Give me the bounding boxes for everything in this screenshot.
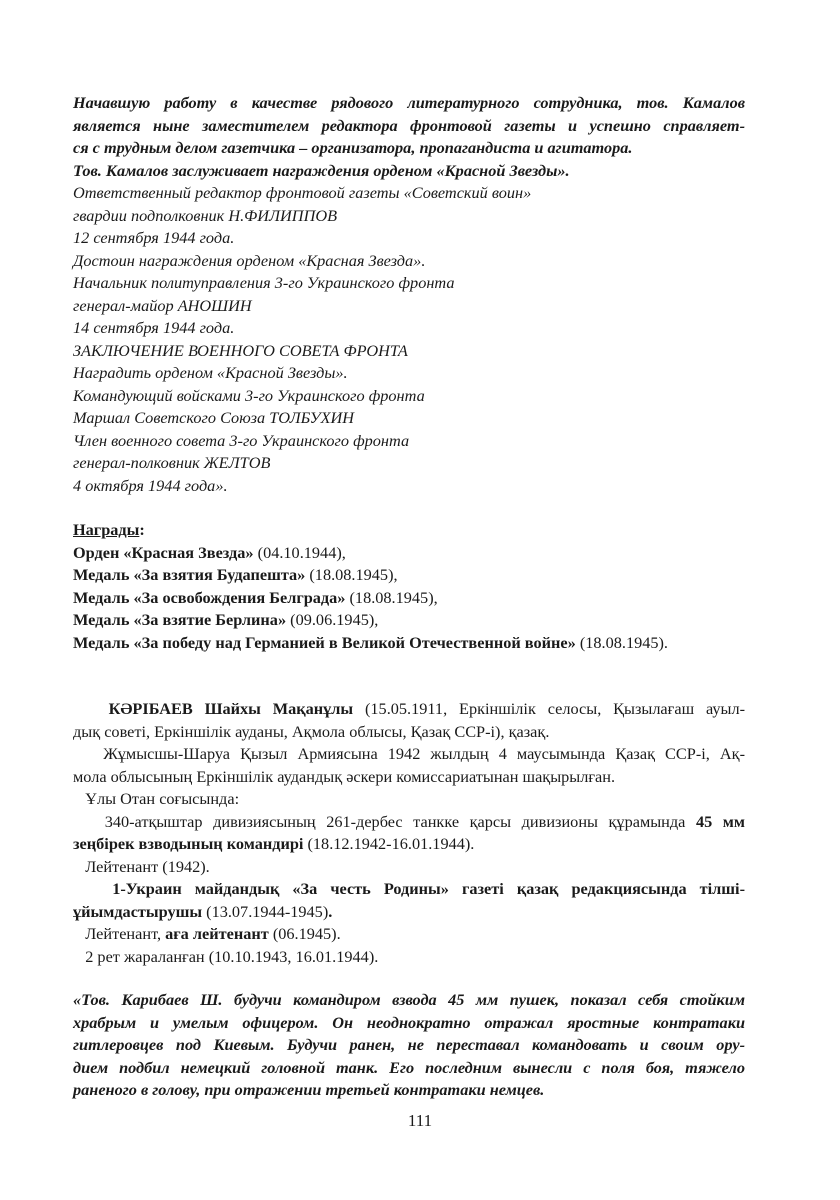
bio-line: [73, 901, 745, 924]
quote-line: гитлеровцев под Киевым. Будучи ранен, не переставал командовать и своим ору-: [73, 1035, 745, 1054]
bio-text: 2 рет жараланған (10.10.1943, 16.01.1944).: [85, 946, 379, 966]
text-line: ЗАКЛЮЧЕНИЕ ВОЕННОГО СОВЕТА ФРОНТА: [73, 340, 408, 360]
bio-text-bold: 1-Украин майдандық «За честь Родины» газеті қазақ редакциясында тілші-: [112, 879, 745, 898]
quote-line: раненого в голову, при отражении третьей контратаки немцев.: [73, 1080, 545, 1099]
page-number: 111: [407, 1111, 433, 1130]
text-line: 4 октября 1944 года».: [73, 475, 228, 495]
bio-text-bold: 45 мм: [695, 811, 745, 831]
award-item: [73, 542, 745, 565]
award-name: Медаль «За освобождения Белграда»: [73, 587, 346, 607]
bio-line: [73, 743, 745, 766]
text-line: 14 сентября 1944 года.: [73, 318, 235, 337]
intro-italic-block: [73, 182, 745, 497]
awards-section: [73, 519, 745, 654]
award-item: [73, 587, 745, 610]
award-name: Медаль «За взятия Будапешта»: [73, 565, 306, 584]
bio-text-bold: .: [328, 901, 333, 921]
text-line: Командующий войсками 3-го Украинского фронта: [73, 385, 425, 405]
award-item: [73, 564, 745, 587]
award-date: (18.08.1945).: [575, 632, 668, 652]
bio-text-bold: аға лейтенант: [165, 924, 269, 943]
bio-line: мола облысының Еркіншілік аудандық әскери комиссариатынан шақырылған.: [73, 766, 616, 786]
biography-section: [73, 698, 745, 968]
award-item: [73, 632, 745, 655]
text-line: является ныне заместителем редактора фронтовой газеты и успешно справляет-: [73, 115, 745, 135]
bio-text: (06.1945).: [268, 924, 341, 943]
text-line: 12 сентября 1944 года.: [73, 228, 235, 247]
bio-line: [73, 788, 745, 811]
bio-line: [73, 833, 745, 856]
text-line: генерал-полковник ЖЕЛТОВ: [73, 453, 271, 472]
awards-heading-colon: :: [139, 520, 145, 539]
bio-text: Ұлы Отан соғысында:: [85, 789, 240, 808]
text-line: ся с трудным делом газетчика – организатора, пропагандиста и агитатора.: [73, 138, 633, 157]
bio-line: [73, 946, 745, 969]
bio-text: Лейтенант (1942).: [85, 856, 210, 876]
bio-line: [73, 698, 745, 721]
quote-line: дием подбил немецкий головной танк. Его последним вынесли с поля боя, тяжело: [73, 1057, 745, 1077]
quote-line: храбрым и умелым офицером. Он неоднократно отражал яростные контратаки: [73, 1012, 745, 1032]
awards-heading-line: [73, 519, 745, 542]
bio-line: дық советі, Еркіншілік ауданы, Ақмола облысы, Қазақ ССР-і), қазақ.: [73, 721, 550, 741]
bio-text: (18.12.1942-16.01.1944).: [303, 834, 475, 853]
bio-line: [73, 856, 745, 879]
award-name: Медаль «За взятие Берлина»: [73, 610, 287, 629]
awards-heading: Награды: [73, 520, 140, 539]
quote-line: «Тов. Карибаев Ш. будучи командиром взвода 45 мм пушек, показал себя стойким: [73, 990, 745, 1009]
bio-name: КӘРІБАЕВ Шайхы Мақанұлы: [108, 699, 354, 718]
text-line: Начавшую работу в качестве рядового литературного сотрудника, тов. Камалов: [73, 93, 745, 112]
text-line: Наградить орденом «Красной Звезды».: [73, 363, 348, 382]
text-line: Ответственный редактор фронтовой газеты «Советский воин»: [73, 183, 532, 202]
text-line: Член военного совета 3-го Украинского фронта: [73, 430, 410, 450]
bio-text: 340-атқыштар дивизиясының 261-дербес танкке қарсы дивизионы құрамында: [104, 811, 696, 831]
text-line: генерал-майор АНОШИН: [73, 295, 252, 315]
award-date: (04.10.1944),: [253, 542, 346, 562]
text-line: Начальник политуправления 3-го Украинского фронта: [73, 273, 455, 292]
bio-text-bold: зеңбірек взводының командирі: [73, 834, 304, 853]
award-date: (18.08.1945),: [345, 587, 438, 607]
text-line: Достоин награждения орденом «Красная Звезда».: [73, 250, 426, 270]
bio-text-bold: ұйымдастырушы: [73, 901, 203, 921]
award-name: Орден «Красная Звезда»: [73, 542, 254, 562]
award-date: (09.06.1945),: [286, 610, 379, 629]
quote-block: [73, 989, 745, 1102]
bio-text: Лейтенант,: [85, 924, 166, 943]
text-line: Маршал Советского Союза ТОЛБУХИН: [73, 408, 355, 427]
text-line: Тов. Камалов заслуживает награждения орденом «Красной Звезды».: [73, 160, 570, 180]
bio-line: [73, 811, 745, 834]
bio-text: Жұмысшы-Шаруа Қызыл Армиясына 1942 жылдың 4 маусымында Қазақ ССР-і, Ақ-: [103, 744, 746, 763]
award-item: [73, 609, 745, 632]
award-date: (18.08.1945),: [305, 565, 398, 584]
bio-text: (13.07.1944-1945): [202, 901, 329, 921]
bio-text: (15.05.1911, Еркіншілік селосы, Қызылағаш ауыл-: [353, 699, 745, 718]
intro-bold-block: [73, 92, 745, 182]
bio-line: [73, 923, 745, 946]
bio-line: [73, 878, 745, 901]
award-name: Медаль «За победу над Германией в Великой Отечественной войне»: [73, 632, 576, 652]
text-line: гвардии подполковник Н.ФИЛИППОВ: [73, 205, 338, 225]
